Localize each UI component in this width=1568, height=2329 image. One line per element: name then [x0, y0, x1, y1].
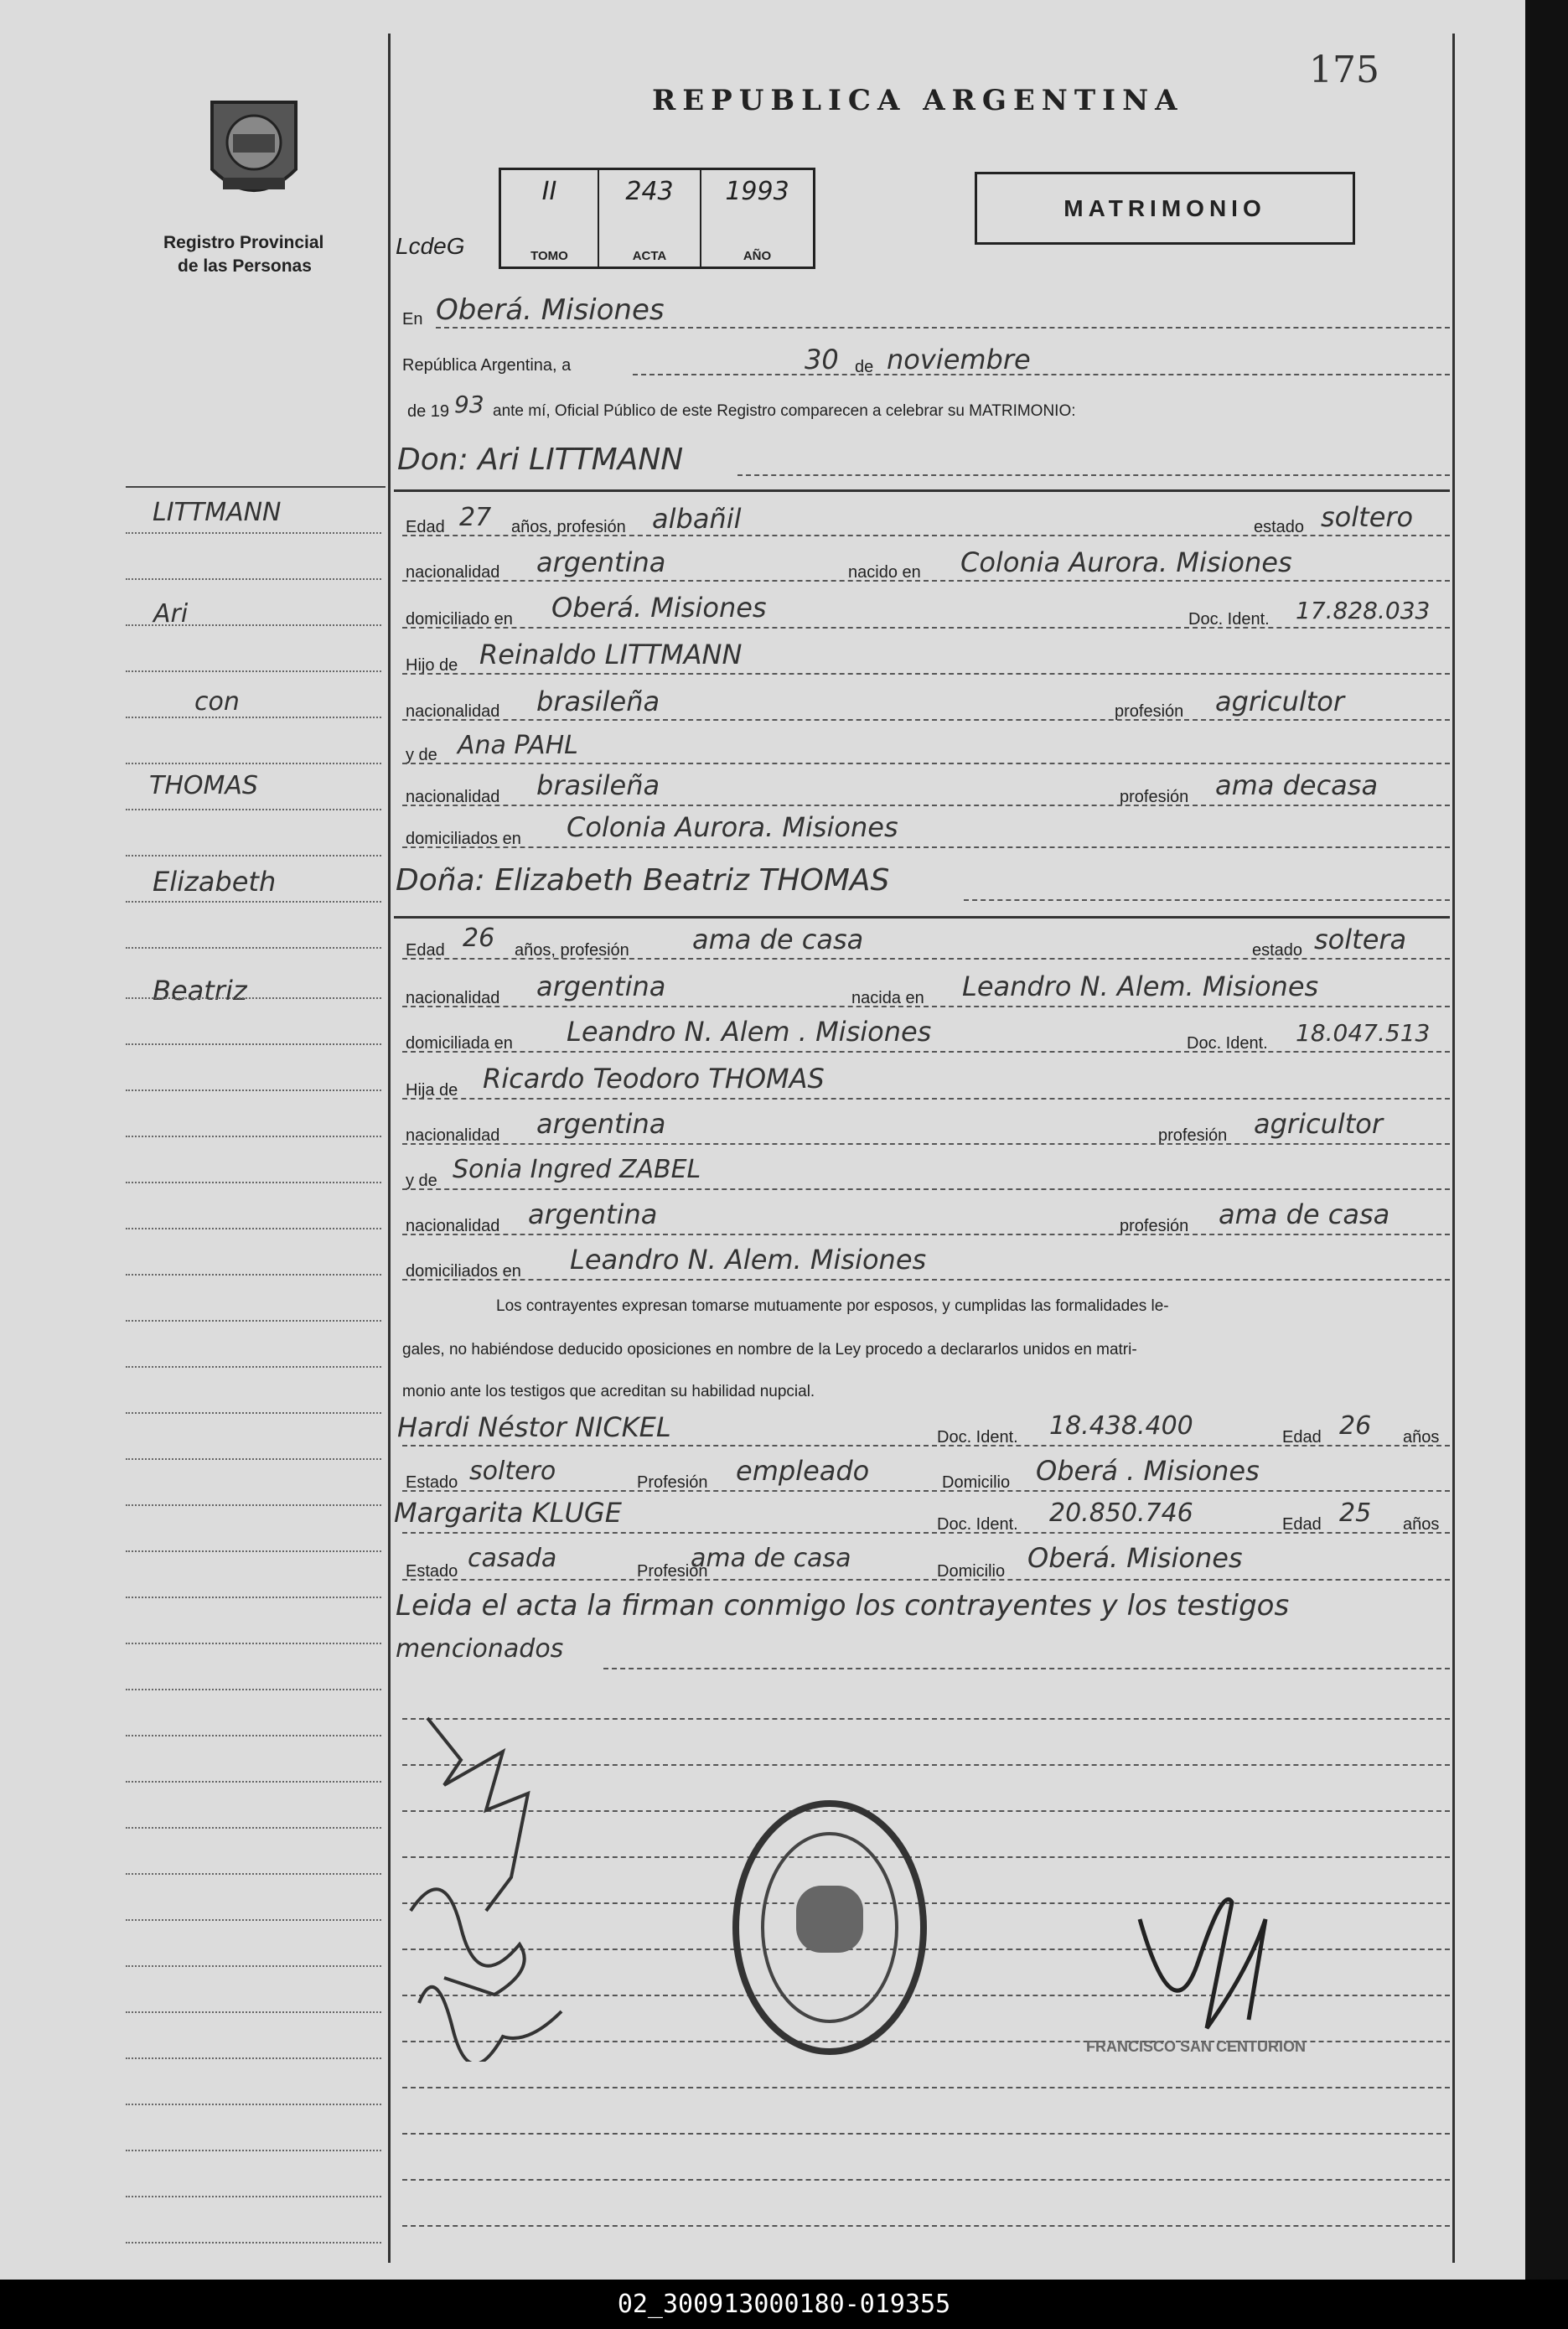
witness2-prof-label: Profesión — [637, 1562, 708, 1581]
record-type-box — [975, 172, 1355, 245]
anio-value: 1993 — [725, 177, 789, 206]
blank-line-9 — [402, 2087, 1450, 2088]
bride-row1-line — [402, 958, 1450, 960]
witness2-row2-line — [402, 1579, 1450, 1581]
groom-row1-line — [402, 535, 1450, 536]
groom-hijo-label: Hijo de — [406, 656, 458, 675]
witness1-edad: 26 — [1339, 1411, 1372, 1441]
groom-parents-domicilio: Colonia Aurora. Misiones — [567, 811, 898, 843]
bride-nacida: Leandro N. Alem. Misiones — [962, 970, 1319, 1002]
bride-nacida-label: nacida en — [851, 989, 924, 1007]
witness2-doc-label: Doc. Ident. — [937, 1515, 1018, 1534]
margin-name2b: Beatriz — [153, 975, 247, 1007]
margin-con: con — [194, 687, 240, 717]
bride-father-prof-label: profesión — [1158, 1126, 1228, 1145]
official-stamp-icon — [729, 1793, 930, 2062]
blank-line-11 — [402, 2179, 1450, 2181]
bride-edad-label: Edad — [406, 941, 445, 960]
bride-parents-domicilio: Leandro N. Alem. Misiones — [570, 1244, 927, 1276]
groom-mother-prof-label: profesión — [1120, 788, 1189, 806]
witness2-row1-line — [402, 1532, 1450, 1534]
groom-father-nac: brasileña — [536, 686, 660, 717]
groom-profesion: albañil — [652, 503, 742, 535]
bride-title-line — [964, 899, 1450, 901]
witness1-name: Hardi Néstor NICKEL — [397, 1411, 671, 1443]
registry-ref-box — [499, 168, 815, 269]
bride-nac-label: nacionalidad — [406, 989, 500, 1007]
anio-label: AÑO — [743, 249, 772, 263]
groom-father-prof-label: profesión — [1115, 702, 1184, 721]
groom-mother: Ana PAHL — [458, 731, 578, 760]
official-name: FRANCISCO SAN CENTURION — [1086, 2038, 1307, 2055]
closing-line2: mencionados — [396, 1634, 564, 1664]
ref-note: LcdeG — [396, 233, 465, 259]
groom-mother-nac-label: nacionalidad — [406, 788, 500, 806]
groom-nac-label: nacionalidad — [406, 563, 500, 582]
witness2-domicilio: Oberá. Misiones — [1027, 1542, 1243, 1574]
witness1-row1-line — [402, 1445, 1450, 1447]
groom-nacido-label: nacido en — [848, 563, 921, 582]
bride-mother-prof-label: profesión — [1120, 1217, 1189, 1235]
day: 30 — [805, 344, 839, 375]
bride-mother-nac: argentina — [528, 1198, 658, 1230]
witness1-anos-label: años — [1403, 1428, 1440, 1447]
image-id: 02_300913000180-019355 — [0, 2280, 1568, 2329]
country-title: REPUBLICA ARGENTINA — [652, 84, 1184, 117]
bride-father: Ricardo Teodoro THOMAS — [483, 1063, 825, 1095]
republica-label: República Argentina, a — [402, 356, 572, 375]
witness2-domicilio-label: Domicilio — [937, 1562, 1006, 1581]
bride-father-nac-label: nacionalidad — [406, 1126, 500, 1145]
tomo-value: II — [541, 177, 557, 206]
witness2-prof: ama de casa — [691, 1544, 851, 1573]
witness1-prof: empleado — [736, 1455, 870, 1487]
witness1-prof-label: Profesión — [637, 1473, 708, 1492]
bride-mother: Sonia Ingred ZABEL — [453, 1155, 701, 1184]
bride-doc-label: Doc. Ident. — [1187, 1034, 1268, 1053]
bride-row4-line — [402, 1098, 1450, 1100]
groom-row5-line — [402, 719, 1450, 721]
groom-father: Reinaldo LITTMANN — [479, 639, 743, 670]
place: Oberá. Misiones — [436, 293, 665, 327]
groom-father-nac-label: nacionalidad — [406, 702, 500, 721]
bride-row2-line — [402, 1006, 1450, 1007]
groom-title: Don: Ari LITTMANN — [397, 443, 684, 477]
groom-doc: 17.828.033 — [1296, 597, 1431, 624]
witness2-edad: 25 — [1339, 1498, 1372, 1528]
de-label: de — [855, 358, 874, 376]
witness1-estado: soltero — [469, 1457, 556, 1486]
blank-line-10 — [402, 2133, 1450, 2135]
groom-mother-nac: brasileña — [536, 769, 660, 801]
year-suffix: 93 — [454, 391, 484, 418]
year-prefix: de 19 — [407, 402, 450, 421]
bride-estado-label: estado — [1252, 941, 1303, 960]
groom-doc-label: Doc. Ident. — [1188, 610, 1270, 629]
province-seal-icon — [199, 94, 308, 211]
margin-surname1: LITTMANN — [153, 498, 282, 527]
bride-title: Doña: Elizabeth Beatriz THOMAS — [396, 863, 890, 898]
date-line — [633, 374, 1450, 375]
bride-estado: soltera — [1314, 924, 1407, 955]
declaration-line2: gales, no habiéndose deducido oposiciones en nombre de la Ley procedo a declararlos unidos en matri- — [402, 1341, 1137, 1359]
groom-domiciliados-label: domiciliados en — [406, 830, 521, 848]
groom-y-de-label: y de — [406, 746, 437, 764]
witness1-doc-label: Doc. Ident. — [937, 1428, 1018, 1447]
anio-cell — [701, 170, 813, 267]
right-margin-rule — [1452, 34, 1455, 2263]
groom-row3-line — [402, 627, 1450, 629]
blank-line-12 — [402, 2225, 1450, 2227]
left-margin-rule — [388, 34, 391, 2263]
witness2-estado-label: Estado — [406, 1562, 458, 1581]
tomo-label: TOMO — [530, 249, 568, 263]
bride-domicilio: Leandro N. Alem . Misiones — [567, 1016, 932, 1048]
acta-cell — [599, 170, 701, 267]
bride-mother-prof: ama de casa — [1219, 1198, 1390, 1230]
bride-profesion: ama de casa — [692, 924, 864, 955]
groom-estado: soltero — [1321, 501, 1414, 533]
month: noviembre — [887, 344, 1031, 375]
groom-nacionalidad: argentina — [536, 546, 666, 578]
registry-name-line1: Registro Provincial — [163, 233, 324, 252]
book-edge — [1525, 0, 1568, 2280]
groom-divider — [394, 489, 1450, 492]
witness2-estado: casada — [468, 1544, 557, 1573]
bride-row5-line — [402, 1143, 1450, 1145]
intro-formula: ante mí, Oficial Público de este Registro comparecen a celebrar su MATRIMONIO: — [493, 402, 1076, 420]
groom-edad: 27 — [459, 503, 492, 532]
groom-title-line — [737, 474, 1450, 476]
margin-name1: Ari — [153, 599, 189, 629]
bride-father-nac: argentina — [536, 1108, 666, 1140]
bride-nacionalidad: argentina — [536, 970, 666, 1002]
bride-row7-line — [402, 1234, 1450, 1235]
groom-row7-line — [402, 805, 1450, 806]
en-label: En — [402, 310, 423, 329]
witness1-row2-line — [402, 1490, 1450, 1492]
groom-anos-prof-label: años, profesión — [511, 518, 626, 536]
witness1-estado-label: Estado — [406, 1473, 458, 1492]
groom-father-prof: agricultor — [1215, 686, 1345, 717]
closing-line — [603, 1668, 1450, 1669]
signatures-icon — [394, 1693, 578, 2062]
declaration-line1: Los contrayentes expresan tomarse mutuamente por esposos, y cumplidas las formalidades le- — [496, 1297, 1169, 1315]
bride-row3-line — [402, 1051, 1450, 1053]
groom-domic-label: domiciliado en — [406, 610, 513, 629]
groom-domicilio: Oberá. Misiones — [551, 592, 767, 624]
groom-nacido: Colonia Aurora. Misiones — [960, 546, 1292, 578]
groom-row8-line — [402, 846, 1450, 848]
margin-surname2: THOMAS — [149, 771, 258, 800]
tomo-cell — [501, 170, 599, 267]
official-signature-icon — [1123, 1869, 1291, 2037]
witness1-domicilio: Oberá . Misiones — [1036, 1455, 1260, 1487]
witness1-doc: 18.438.400 — [1049, 1411, 1193, 1441]
groom-row6-line — [402, 763, 1450, 764]
bride-domic-label: domiciliada en — [406, 1034, 513, 1053]
bride-mother-nac-label: nacionalidad — [406, 1217, 500, 1235]
header-divider — [126, 486, 386, 488]
witness1-domicilio-label: Domicilio — [942, 1473, 1011, 1492]
registry-name-line2: de las Personas — [178, 256, 312, 276]
bride-doc: 18.047.513 — [1296, 1019, 1431, 1047]
bride-row8-line — [402, 1279, 1450, 1281]
groom-row4-line — [402, 673, 1450, 675]
bride-edad: 26 — [463, 924, 495, 953]
witness2-doc: 20.850.746 — [1049, 1498, 1193, 1528]
bride-row6-line — [402, 1188, 1450, 1190]
declaration-line3: monio ante los testigos que acreditan su habilidad nupcial. — [402, 1383, 815, 1400]
page-number: 175 — [1309, 49, 1379, 91]
groom-estado-label: estado — [1254, 518, 1305, 536]
bride-hija-label: Hija de — [406, 1081, 458, 1100]
bride-domiciliados-label: domiciliados en — [406, 1262, 521, 1281]
witness2-edad-label: Edad — [1282, 1515, 1322, 1534]
closing-line1: Leida el acta la firman conmigo los contrayentes y los testigos — [396, 1589, 1290, 1623]
bride-father-prof: agricultor — [1254, 1108, 1384, 1140]
groom-edad-label: Edad — [406, 518, 445, 536]
record-type: MATRIMONIO — [1063, 195, 1266, 221]
bride-divider — [394, 916, 1450, 919]
groom-mother-prof: ama decasa — [1215, 769, 1379, 801]
acta-label: ACTA — [632, 249, 667, 263]
margin-name2a: Elizabeth — [153, 866, 277, 898]
bride-anos-prof-label: años, profesión — [515, 941, 629, 960]
groom-row2-line — [402, 580, 1450, 582]
witness2-anos-label: años — [1403, 1515, 1440, 1534]
witness1-edad-label: Edad — [1282, 1428, 1322, 1447]
bride-y-de-label: y de — [406, 1172, 437, 1190]
place-line — [436, 327, 1450, 329]
acta-value: 243 — [625, 177, 674, 206]
witness2-name: Margarita KLUGE — [394, 1497, 622, 1529]
